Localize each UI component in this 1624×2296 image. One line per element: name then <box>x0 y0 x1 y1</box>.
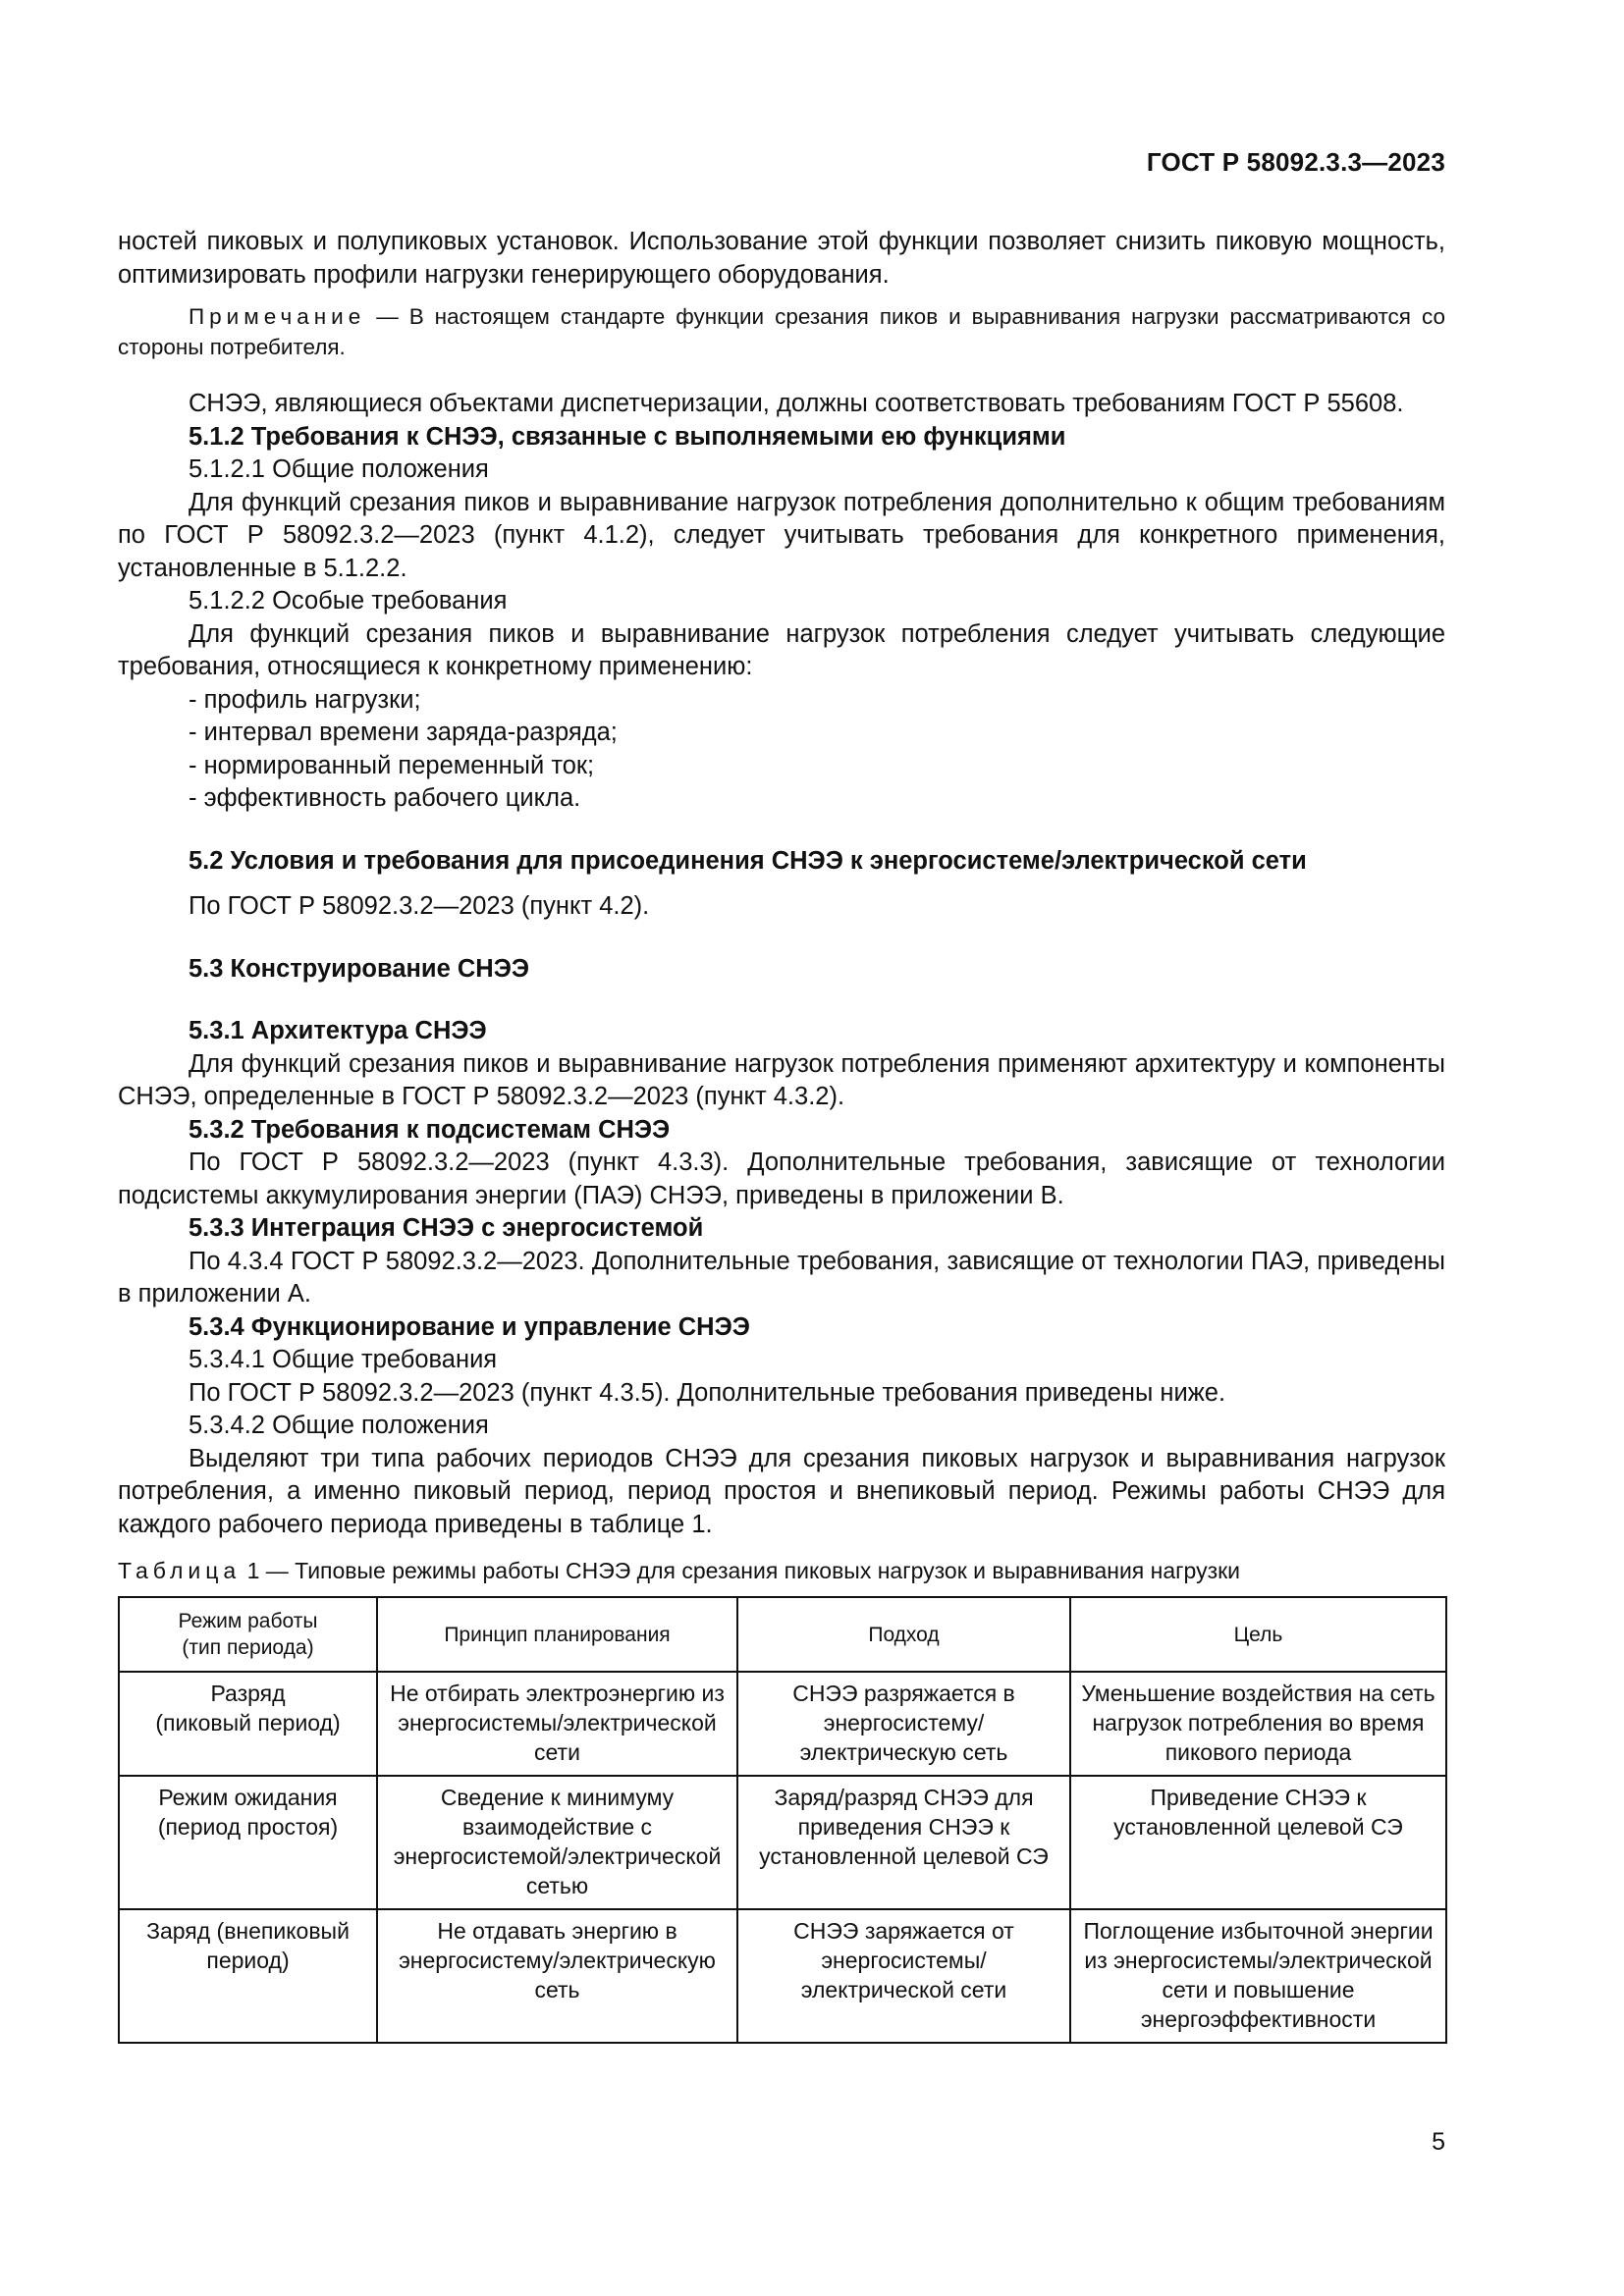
paragraph-5-3-3: По 4.3.4 ГОСТ Р 58092.3.2—2023. Дополнительные требования, зависящие от технологии ПАЭ, приведены в приложении А. <box>118 1247 1445 1308</box>
table-cell: Разряд (пиковый период) <box>119 1672 377 1776</box>
paragraph-5-3-2: По ГОСТ Р 58092.3.2—2023 (пункт 4.3.3). Дополнительные требования, зависящие от технологии подсистемы аккумулирования энергии (ПАЭ) СНЭЭ, приведены в приложении В. <box>118 1148 1445 1209</box>
table-cell: Поглощение избыточной энергии из энергосистемы/электрической сети и повышение энергоэффективности <box>1070 1909 1446 2043</box>
heading-5-3-3: 5.3.3 Интеграция СНЭЭ с энергосистемой <box>189 1214 704 1242</box>
table-cell: Приведение СНЭЭ к установленной целевой СЭ <box>1070 1776 1446 1909</box>
heading-5-3-4-2: 5.3.4.2 Общие положения <box>189 1412 489 1439</box>
table-row <box>119 1909 1446 2043</box>
table-cell: Сведение к минимуму взаимодействие с энергосистемой/электрической сетью <box>377 1776 737 1909</box>
list-item: - профиль нагрузки; <box>189 685 421 714</box>
page-number: 5 <box>1432 2128 1445 2156</box>
document-id: ГОСТ Р 58092.3.3—2023 <box>1146 147 1445 177</box>
list-item: - нормированный переменный ток; <box>189 751 595 779</box>
table-caption-text: 1 — Типовые режимы работы СНЭЭ для срезания пиковых нагрузок и выравнивания нагрузки <box>241 1558 1241 1583</box>
note <box>118 301 1445 362</box>
paragraph-5-1-2-1: Для функций срезания пиков и выравнивание нагрузок потребления дополнительно к общим требованиям по ГОСТ Р 58092.3.2—2023 (пункт 4.1.2), следует учитывать требования для конкретного применения, установленные в 5.1.2.2. <box>118 488 1445 582</box>
heading-5-3-4-1: 5.3.4.1 Общие требования <box>189 1346 498 1373</box>
paragraph-continuation: ностей пиковых и полупиковых установок. Использование этой функции позволяет снизить пиковую мощность, оптимизировать профили нагрузки генерирующего оборудования. <box>118 228 1445 289</box>
heading-5-1-2-2: 5.1.2.2 Особые требования <box>189 587 508 614</box>
table-cell: Не отбирать электроэнергию из энергосистемы/электрической сети <box>377 1672 737 1776</box>
heading-5-1-2-1: 5.1.2.1 Общие положения <box>189 455 489 483</box>
table-cell: СНЭЭ разряжается в энергосистему/электрическую сеть <box>737 1672 1070 1776</box>
table-cell: Заряд/разряд СНЭЭ для приведения СНЭЭ к установленной целевой СЭ <box>737 1776 1070 1909</box>
paragraph-5-3-1: Для функций срезания пиков и выравнивание нагрузок потребления применяют архитектуру и компоненты СНЭЭ, определенные в ГОСТ Р 58092.3.2—2023 (пункт 4.3.2). <box>118 1049 1445 1110</box>
heading-5-3-4: 5.3.4 Функционирование и управление СНЭЭ <box>189 1312 750 1341</box>
heading-5-3-1: 5.3.1 Архитектура СНЭЭ <box>189 1017 487 1044</box>
list-item: - интервал времени заряда-разряда; <box>189 719 618 746</box>
table-row <box>119 1776 1446 1909</box>
modes-table <box>118 1596 1447 2044</box>
heading-5-3: 5.3 Конструирование СНЭЭ <box>189 954 529 983</box>
table-header-cell: Режим работы (тип периода) <box>119 1597 377 1672</box>
table-header-row <box>119 1597 1446 1672</box>
paragraph-5-3-4-2: Выделяют три типа рабочих периодов СНЭЭ для срезания пиковых нагрузок и выравнивания нагрузок потребления, а именно пиковый период, период простоя и внепиковый период. Режимы работы СНЭЭ для каждого рабочего периода приведены в таблице 1. <box>118 1444 1445 1538</box>
paragraph-5-1-2-2: Для функций срезания пиков и выравнивание нагрузок потребления следует учитывать следующие требования, относящиеся к конкретному применению: <box>118 619 1445 680</box>
table-caption-label: Таблица <box>118 1558 242 1583</box>
heading-5-1-2: 5.1.2 Требования к СНЭЭ, связанные с выполняемыми ею функциями <box>189 422 1066 451</box>
table-header-cell: Принцип планирования <box>377 1597 737 1672</box>
document-body <box>118 226 1445 2044</box>
table-caption <box>118 1556 1445 1586</box>
heading-5-3-2: 5.3.2 Требования к подсистемам СНЭЭ <box>189 1115 671 1144</box>
table-cell: Уменьшение воздействия на сеть нагрузок потребления во время пикового периода <box>1070 1672 1446 1776</box>
table-cell: Режим ожидания (период простоя) <box>119 1776 377 1909</box>
paragraph-5-3-4-1: По ГОСТ Р 58092.3.2—2023 (пункт 4.3.5). Дополнительные требования приведены ниже. <box>189 1378 1226 1407</box>
table-header-cell: Подход <box>737 1597 1070 1672</box>
table-cell: Заряд (внепиковый период) <box>119 1909 377 2043</box>
table-cell: СНЭЭ заряжается от энергосистемы/электрической сети <box>737 1909 1070 2043</box>
paragraph-dispatch: СНЭЭ, являющиеся объектами диспетчеризации, должны соответствовать требованиям ГОСТ Р 55608. <box>189 390 1404 417</box>
table-row <box>119 1672 1446 1776</box>
note-text: — В настоящем стандарте функции срезания пиков и выравнивания нагрузки рассматриваются со стороны потребителя. <box>118 304 1445 359</box>
table-cell: Не отдавать энергию в энергосистему/электрическую сеть <box>377 1909 737 2043</box>
note-label: Примечание <box>189 304 366 329</box>
list-item: - эффективность рабочего цикла. <box>189 784 581 812</box>
heading-5-2: 5.2 Условия и требования для присоединения СНЭЭ к энергосистеме/электрической сети <box>189 846 1307 875</box>
table-header-cell: Цель <box>1070 1597 1446 1672</box>
paragraph-5-2: По ГОСТ Р 58092.3.2—2023 (пункт 4.2). <box>189 892 650 920</box>
